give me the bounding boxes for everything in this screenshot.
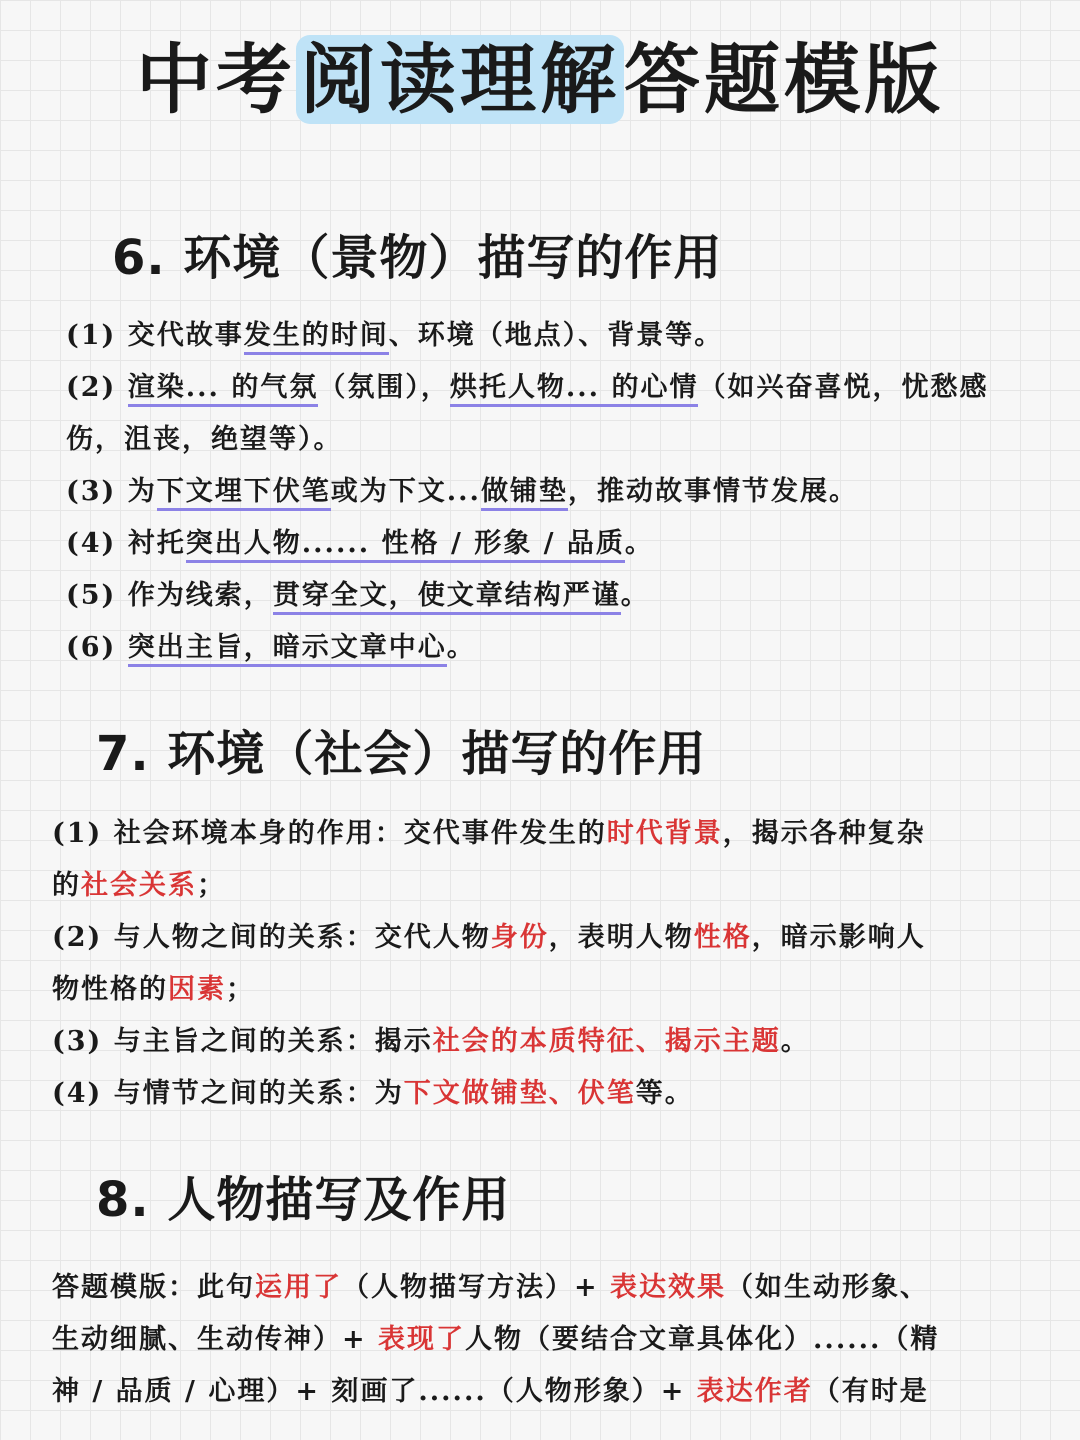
text-segment: (6) xyxy=(66,632,128,663)
title-highlight: 阅读理解 xyxy=(296,35,624,124)
underlined-text: 做铺垫 xyxy=(481,476,568,511)
red-keyword: 表现了 xyxy=(378,1324,466,1355)
text-segment: (4) 与情节之间的关系：为 xyxy=(52,1078,404,1109)
underlined-text: 发生的时间 xyxy=(244,320,389,355)
section-7-item-1-line-2 xyxy=(52,866,226,906)
text-segment: （如兴奋喜悦，忧愁感 xyxy=(698,372,989,403)
text-segment: 答题模版：此句 xyxy=(52,1272,255,1303)
section-6-item-1 xyxy=(66,316,723,356)
text-segment: （人物描写方法）+ xyxy=(342,1272,611,1303)
red-keyword: 表达作者 xyxy=(696,1376,813,1407)
text-segment: ，推动故事情节发展。 xyxy=(567,476,858,507)
text-segment: （氛围）， xyxy=(318,372,450,403)
section-6-item-6 xyxy=(66,628,476,668)
text-segment: (4) 衬托 xyxy=(66,528,186,559)
section-6-item-5 xyxy=(66,576,650,616)
text-segment: (3) 与主旨之间的关系：揭示 xyxy=(52,1026,433,1057)
red-keyword: 社会关系 xyxy=(81,870,197,901)
text-segment: 物性格的 xyxy=(52,974,168,1005)
text-segment: 等。 xyxy=(635,1078,694,1109)
red-keyword: 表达效果 xyxy=(610,1272,727,1303)
text-segment: (5) 作为线索， xyxy=(66,580,273,611)
text-segment: 。 xyxy=(446,632,476,663)
text-segment: (3) 为 xyxy=(66,476,157,507)
section-7-item-3 xyxy=(52,1022,810,1062)
title-suffix: 答题模版 xyxy=(624,35,944,124)
section-7-item-4 xyxy=(52,1074,694,1114)
section-7-heading: 7. 环境（社会）描写的作用 xyxy=(96,726,707,782)
text-segment: ； xyxy=(197,870,226,901)
underlined-text: 贯穿全文，使文章结构严谨 xyxy=(273,580,621,615)
text-segment: （如生动形象、 xyxy=(726,1272,930,1303)
section-6-item-3 xyxy=(66,472,858,512)
page-title xyxy=(0,30,1080,130)
underlined-text: 烘托人物... 的心情 xyxy=(450,372,699,407)
text-segment: (2) 与人物之间的关系：交代人物 xyxy=(52,922,491,953)
section-6-item-2-line-2: 伤，沮丧，绝望等）。 xyxy=(66,424,343,455)
title-prefix: 中考 xyxy=(136,35,296,124)
red-keyword: 下文做铺垫、伏笔 xyxy=(403,1078,636,1109)
text-segment: 生动细腻、生动传神）+ xyxy=(52,1324,379,1355)
underlined-text: 突出主旨，暗示文章中心 xyxy=(128,632,447,667)
section-8-line-2 xyxy=(52,1320,939,1360)
text-segment: ； xyxy=(226,974,255,1005)
text-segment: 的 xyxy=(52,870,81,901)
text-segment: 神 / 品质 / 心理）+ 刻画了......（人物形象）+ xyxy=(52,1376,697,1407)
section-7-item-1-line-1 xyxy=(52,814,926,854)
section-6-item-4 xyxy=(66,524,654,564)
section-8-line-1 xyxy=(52,1268,929,1308)
underlined-text: 下文埋下伏笔 xyxy=(157,476,331,511)
text-segment: 。 xyxy=(780,1026,810,1057)
red-keyword: 运用了 xyxy=(255,1272,342,1303)
section-8-heading: 8. 人物描写及作用 xyxy=(96,1172,511,1228)
red-keyword: 性格 xyxy=(693,922,752,953)
red-keyword: 因素 xyxy=(168,974,226,1005)
section-7-item-2-line-1 xyxy=(52,918,926,958)
text-segment: 、环境（地点）、背景等。 xyxy=(388,320,724,351)
underlined-text: 渲染... 的气氛 xyxy=(128,372,319,407)
text-segment: ，暗示影响人 xyxy=(751,922,926,953)
text-segment: (1) 社会环境本身的作用：交代事件发生的 xyxy=(52,818,607,849)
text-segment: ，表明人物 xyxy=(548,922,694,953)
text-segment: 或为下文... xyxy=(330,476,481,507)
text-segment: （有时是 xyxy=(812,1376,929,1407)
red-keyword: 时代背景 xyxy=(606,818,723,849)
text-segment: ，揭示各种复杂 xyxy=(722,818,926,849)
text-segment: 。 xyxy=(624,528,654,559)
text-segment: (1) 交代故事 xyxy=(66,320,244,351)
text-segment: 。 xyxy=(620,580,650,611)
text-segment: (2) xyxy=(66,372,128,403)
section-7-item-2-line-2 xyxy=(52,970,255,1010)
underlined-text: 突出人物...... 性格 / 形象 / 品质 xyxy=(186,528,625,563)
red-keyword: 社会的本质特征、揭示主题 xyxy=(432,1026,781,1057)
red-keyword: 身份 xyxy=(490,922,549,953)
section-6-heading: 6. 环境（景物）描写的作用 xyxy=(112,230,723,286)
text-segment: 人物（要结合文章具体化）......（精 xyxy=(465,1324,940,1355)
section-8-line-3 xyxy=(52,1372,929,1412)
section-6-item-2-line-1 xyxy=(66,368,988,408)
